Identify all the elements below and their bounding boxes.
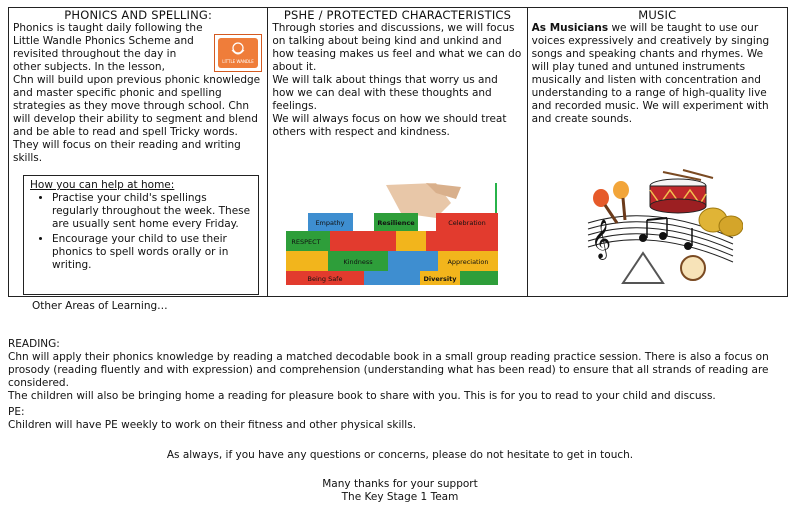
brick-label: Being Safe xyxy=(307,275,343,283)
music-body: we will be taught to use our voices expressively and creatively by singing songs and speaking chants and rhymes. We will play tuned and untuned instruments musically and listen with concentration and understanding to a range of high-quality live and recorded music. We will experiment with and create sounds. xyxy=(531,22,770,125)
pshe-paragraph-2: We will talk about things that worry us and how we can deal with these thoughts and feelings. xyxy=(272,74,498,112)
brick-label: Resilience xyxy=(377,219,415,227)
help-at-home-box xyxy=(23,175,259,295)
pshe-column xyxy=(268,8,527,296)
phonics-text: Phonics is taught daily following the Little Wandle Phonics Scheme and revisited throughout the day in other subjects. In the lesson, xyxy=(13,22,203,73)
brick-label: Diversity xyxy=(423,275,457,283)
help-title: How you can help at home: xyxy=(30,179,175,191)
brick-label: Kindness xyxy=(343,258,373,266)
closing-section xyxy=(0,449,800,462)
brick-label: RESPECT xyxy=(291,238,321,246)
reading-paragraph-1: Chn will apply their phonics knowledge by reading a matched decodable book in a small group reading practice session. There is also a focus on prosody (reading fluently and with expression) and comprehension (understanding what has been read) to ensure that all strands of reading are considered. xyxy=(8,351,769,389)
signoff-section xyxy=(0,478,800,504)
logo-text: LITTLE WANDLE xyxy=(222,59,254,64)
reading-heading: READING: xyxy=(8,338,60,350)
pshe-paragraph-1: Through stories and discussions, we will focus on talking about being kind and unkind and how teasing makes us feel and what we can do about it. xyxy=(272,22,522,73)
lego-bricks-image xyxy=(286,183,508,293)
music-lead: As Musicians xyxy=(531,22,609,34)
brick-label: Celebration xyxy=(448,219,487,227)
phonics-column xyxy=(9,8,268,296)
brick-label: Empathy xyxy=(315,219,345,227)
signoff-text: The Key Stage 1 Team xyxy=(341,491,459,503)
pshe-paragraph-3: We will always focus on how we should treat others with respect and kindness. xyxy=(272,113,507,138)
music-column xyxy=(528,8,787,296)
pe-text: Children will have PE weekly to work on their fitness and other physical skills. xyxy=(8,419,417,431)
thanks-text: Many thanks for your support xyxy=(322,478,478,490)
brick-label: Appreciation xyxy=(447,258,489,266)
reading-paragraph-2: The children will also be bringing home a reading for pleasure book to share with you. This is for you to read to your child and discuss. xyxy=(8,390,716,402)
closing-text: As always, if you have any questions or concerns, please do not hesitate to get in touch. xyxy=(166,449,634,461)
little-wandle-logo xyxy=(214,34,262,72)
pshe-title: PSHE / PROTECTED CHARACTERISTICS xyxy=(283,8,512,22)
musical-instruments-image xyxy=(583,168,743,288)
phonics-title: PHONICS AND SPELLING: xyxy=(64,8,213,22)
svg-text:𝄞: 𝄞 xyxy=(590,219,611,259)
music-text xyxy=(532,22,783,126)
pe-heading: PE: xyxy=(8,406,25,418)
pe-section xyxy=(8,406,793,432)
other-areas-heading: Other Areas of Learning… xyxy=(32,300,168,312)
help-list xyxy=(30,192,252,272)
reading-section xyxy=(8,338,793,403)
music-title: MUSIC xyxy=(638,8,677,22)
other-areas-section xyxy=(28,300,788,313)
list-item: • Encourage your child to use their phonics to spell words orally or in writing. xyxy=(52,233,252,272)
list-item: • Practise your child's spellings regularly throughout the week. These are usually sent home every Friday. xyxy=(52,192,252,231)
phonics-text-2: Chn will build upon previous phonic knowledge and master specific phonic and spelling strategies as they move through school. Chn will develop their ability to segment and blend and be able to read and spell Tricky words. They will focus on their reading and writing skills. xyxy=(13,74,261,164)
curriculum-grid xyxy=(8,7,788,297)
